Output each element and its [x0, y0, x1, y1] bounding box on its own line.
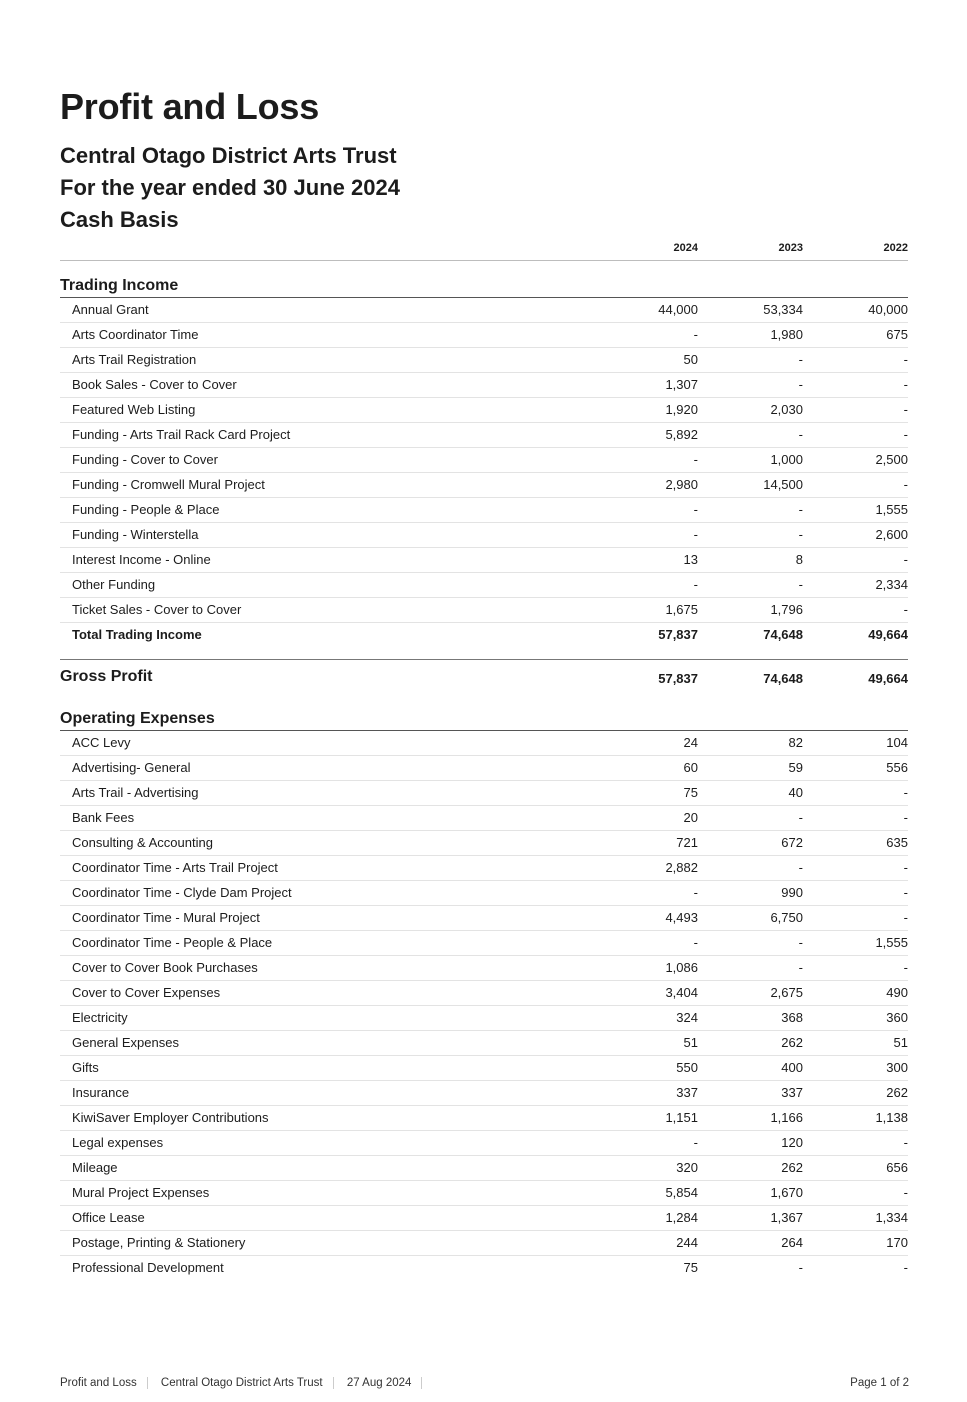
table-row — [60, 323, 908, 348]
row-value: - — [903, 960, 908, 975]
table-row — [60, 756, 908, 781]
row-value: 1,151 — [665, 1110, 698, 1125]
row-value: 51 — [683, 1035, 698, 1050]
row-value: 104 — [886, 735, 908, 750]
row-value: 337 — [781, 1085, 803, 1100]
row-value: 300 — [886, 1060, 908, 1075]
total-value: 74,648 — [763, 627, 803, 642]
row-value: - — [903, 1260, 908, 1275]
row-value: - — [693, 502, 698, 517]
row-value: 675 — [886, 327, 908, 342]
row-label: Featured Web Listing — [72, 402, 196, 417]
row-value: 721 — [676, 835, 698, 850]
row-value: 1,000 — [770, 452, 803, 467]
row-value: 1,086 — [665, 960, 698, 975]
table-row — [60, 1131, 908, 1156]
row-value: 24 — [683, 735, 698, 750]
row-value: 2,030 — [770, 402, 803, 417]
row-value: 635 — [886, 835, 908, 850]
row-value: 672 — [781, 835, 803, 850]
table-row — [60, 423, 908, 448]
row-label: Annual Grant — [72, 302, 149, 317]
row-value: - — [798, 935, 803, 950]
table-row — [60, 398, 908, 423]
table-row — [60, 448, 908, 473]
row-value: - — [693, 452, 698, 467]
report-period: For the year ended 30 June 2024 — [60, 175, 400, 200]
row-value: 1,367 — [770, 1210, 803, 1225]
table-row — [60, 373, 908, 398]
row-value: - — [798, 502, 803, 517]
row-value: 2,500 — [875, 452, 908, 467]
row-label: Electricity — [72, 1010, 128, 1025]
row-value: 59 — [788, 760, 803, 775]
row-value: 262 — [886, 1085, 908, 1100]
column-header: 2023 — [778, 242, 803, 254]
row-value: 1,166 — [770, 1110, 803, 1125]
row-value: 400 — [781, 1060, 803, 1075]
row-value: - — [903, 377, 908, 392]
row-value: 1,555 — [875, 935, 908, 950]
row-value: - — [798, 377, 803, 392]
table-row — [60, 906, 908, 931]
row-value: 1,675 — [665, 602, 698, 617]
row-value: 5,892 — [665, 427, 698, 442]
row-label: Mileage — [72, 1160, 118, 1175]
row-label: Funding - Cover to Cover — [72, 452, 218, 467]
row-value: 1,920 — [665, 402, 698, 417]
table-row — [60, 1156, 908, 1181]
row-value: 1,555 — [875, 502, 908, 517]
row-value: - — [903, 477, 908, 492]
table-row — [60, 348, 908, 373]
footer-date: 27 Aug 2024 — [347, 1377, 423, 1389]
row-value: 5,854 — [665, 1185, 698, 1200]
gross-profit-label: Gross Profit — [60, 668, 153, 685]
row-value: 2,882 — [665, 860, 698, 875]
row-value: 2,600 — [875, 527, 908, 542]
column-header: 2024 — [673, 242, 698, 254]
row-value: 1,796 — [770, 602, 803, 617]
row-label: Arts Trail Registration — [72, 352, 197, 367]
table-row — [60, 1106, 908, 1131]
row-value: - — [693, 327, 698, 342]
row-value: 368 — [781, 1010, 803, 1025]
row-value: 320 — [676, 1160, 698, 1175]
row-value: 82 — [788, 735, 803, 750]
column-header: 2022 — [883, 242, 908, 254]
operating-expenses-heading: Operating Expenses — [60, 710, 908, 731]
total-value: 57,837 — [658, 627, 698, 642]
row-label: Advertising- General — [72, 760, 191, 775]
row-label: Arts Trail - Advertising — [72, 785, 199, 800]
row-value: 556 — [886, 760, 908, 775]
row-value: - — [903, 810, 908, 825]
table-row — [60, 781, 908, 806]
row-value: - — [798, 960, 803, 975]
row-value: 490 — [886, 985, 908, 1000]
table-row — [60, 498, 908, 523]
row-label: Mural Project Expenses — [72, 1185, 210, 1200]
row-label: Funding - Cromwell Mural Project — [72, 477, 265, 492]
row-value: - — [798, 427, 803, 442]
table-row — [60, 881, 908, 906]
table-row — [60, 1081, 908, 1106]
table-row — [60, 956, 908, 981]
row-value: 244 — [676, 1235, 698, 1250]
row-label: Coordinator Time - Arts Trail Project — [72, 860, 278, 875]
gross-profit-value: 57,837 — [658, 671, 698, 686]
row-label: General Expenses — [72, 1035, 179, 1050]
row-value: 360 — [886, 1010, 908, 1025]
row-value: 1,670 — [770, 1185, 803, 1200]
table-row — [60, 298, 908, 323]
table-row — [60, 1031, 908, 1056]
row-label: Ticket Sales - Cover to Cover — [72, 602, 242, 617]
row-value: 656 — [886, 1160, 908, 1175]
row-value: 170 — [886, 1235, 908, 1250]
table-row — [60, 1206, 908, 1231]
table-row — [60, 473, 908, 498]
row-label: Interest Income - Online — [72, 552, 211, 567]
row-label: Coordinator Time - People & Place — [72, 935, 273, 950]
row-value: - — [798, 1260, 803, 1275]
row-value: 262 — [781, 1160, 803, 1175]
column-header-row — [60, 240, 908, 261]
row-label: Arts Coordinator Time — [72, 327, 199, 342]
row-value: - — [903, 1185, 908, 1200]
row-value: 2,675 — [770, 985, 803, 1000]
table-row — [60, 856, 908, 881]
row-value: 1,334 — [875, 1210, 908, 1225]
table-row — [60, 598, 908, 623]
row-label: Funding - People & Place — [72, 502, 220, 517]
row-value: 1,138 — [875, 1110, 908, 1125]
table-row — [60, 806, 908, 831]
table-row — [60, 981, 908, 1006]
table-row — [60, 1231, 908, 1256]
row-label: Other Funding — [72, 577, 156, 592]
row-value: - — [798, 860, 803, 875]
trading-income-rows — [60, 298, 908, 647]
row-value: 75 — [683, 785, 698, 800]
row-value: 51 — [893, 1035, 908, 1050]
table-row — [60, 1181, 908, 1206]
row-value: 44,000 — [658, 302, 698, 317]
row-value: 53,334 — [763, 302, 803, 317]
table-row — [60, 1256, 908, 1280]
row-value: - — [903, 785, 908, 800]
table-row — [60, 523, 908, 548]
row-value: 990 — [781, 885, 803, 900]
row-value: - — [903, 885, 908, 900]
row-label: Bank Fees — [72, 810, 135, 825]
row-value: - — [903, 910, 908, 925]
row-label: Office Lease — [72, 1210, 145, 1225]
operating-expenses-rows — [60, 731, 908, 1280]
row-value: 75 — [683, 1260, 698, 1275]
row-label: Consulting & Accounting — [72, 835, 213, 850]
row-label: ACC Levy — [72, 735, 131, 750]
row-label: Professional Development — [72, 1260, 224, 1275]
row-label: Gifts — [72, 1060, 99, 1075]
gross-profit-value: 49,664 — [868, 671, 908, 686]
row-label: Cover to Cover Book Purchases — [72, 960, 258, 975]
row-value: 13 — [683, 552, 698, 567]
footer-page-number: Page 1 of 2 — [850, 1377, 909, 1389]
table-row — [60, 548, 908, 573]
row-value: 264 — [781, 1235, 803, 1250]
trading-income-heading: Trading Income — [60, 277, 908, 298]
row-value: - — [693, 577, 698, 592]
total-row — [60, 623, 908, 647]
table-row — [60, 1056, 908, 1081]
row-value: - — [798, 810, 803, 825]
total-value: 49,664 — [868, 627, 908, 642]
row-value: 337 — [676, 1085, 698, 1100]
row-value: 2,334 — [875, 577, 908, 592]
row-value: - — [693, 1135, 698, 1150]
row-value: 40 — [788, 785, 803, 800]
row-value: 120 — [781, 1135, 803, 1150]
row-value: 324 — [676, 1010, 698, 1025]
row-value: - — [798, 577, 803, 592]
row-label: Book Sales - Cover to Cover — [72, 377, 237, 392]
total-label: Total Trading Income — [72, 627, 202, 642]
row-value: - — [903, 402, 908, 417]
row-value: 4,493 — [665, 910, 698, 925]
row-value: - — [903, 427, 908, 442]
row-value: 14,500 — [763, 477, 803, 492]
row-value: - — [798, 527, 803, 542]
table-row — [60, 831, 908, 856]
row-value: 60 — [683, 760, 698, 775]
footer-organisation: Central Otago District Arts Trust — [161, 1377, 334, 1389]
row-value: - — [693, 935, 698, 950]
row-value: 262 — [781, 1035, 803, 1050]
gross-profit-value: 74,648 — [763, 671, 803, 686]
footer-report-name: Profit and Loss — [60, 1377, 148, 1389]
row-value: 3,404 — [665, 985, 698, 1000]
row-label: Cover to Cover Expenses — [72, 985, 221, 1000]
page-footer — [60, 1377, 909, 1389]
table-row — [60, 731, 908, 756]
row-value: - — [903, 602, 908, 617]
row-value: 20 — [683, 810, 698, 825]
row-label: Coordinator Time - Clyde Dam Project — [72, 885, 292, 900]
row-label: Legal expenses — [72, 1135, 164, 1150]
organisation-name: Central Otago District Arts Trust — [60, 143, 397, 168]
table-row — [60, 1006, 908, 1031]
row-value: 50 — [683, 352, 698, 367]
row-value: 8 — [795, 552, 803, 567]
row-value: - — [903, 352, 908, 367]
gross-profit-row — [60, 659, 908, 696]
row-label: Funding - Winterstella — [72, 527, 199, 542]
row-value: 2,980 — [665, 477, 698, 492]
row-value: 6,750 — [770, 910, 803, 925]
row-value: - — [903, 860, 908, 875]
table-row — [60, 931, 908, 956]
row-label: Coordinator Time - Mural Project — [72, 910, 260, 925]
report-title: Profit and Loss — [60, 86, 320, 127]
row-label: Postage, Printing & Stationery — [72, 1235, 246, 1250]
row-value: 1,980 — [770, 327, 803, 342]
row-value: 1,284 — [665, 1210, 698, 1225]
row-label: Insurance — [72, 1085, 130, 1100]
row-value: - — [693, 527, 698, 542]
report-basis: Cash Basis — [60, 207, 179, 232]
row-value: - — [903, 1135, 908, 1150]
row-value: 550 — [676, 1060, 698, 1075]
row-value: 40,000 — [868, 302, 908, 317]
row-value: - — [693, 885, 698, 900]
row-label: KiwiSaver Employer Contributions — [72, 1110, 269, 1125]
table-row — [60, 573, 908, 598]
row-value: - — [903, 552, 908, 567]
row-value: - — [798, 352, 803, 367]
row-label: Funding - Arts Trail Rack Card Project — [72, 427, 291, 442]
row-value: 1,307 — [665, 377, 698, 392]
